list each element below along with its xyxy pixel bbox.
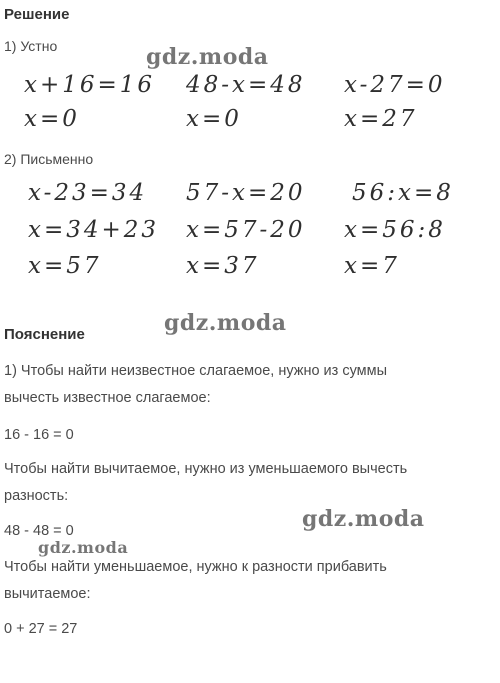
calc-3: 0 + 27 = 27 [4, 621, 78, 637]
written-equation-3: 56:x=8 [352, 180, 454, 206]
written-step-3: x=56:8 [344, 217, 446, 243]
written-equation-1: x-23=34 [28, 180, 148, 206]
rule-2-line-2: разность: [4, 488, 69, 504]
watermark: gdz.moda [38, 538, 129, 557]
written-label: 2) Письменно [4, 151, 94, 167]
watermark: gdz.moda [302, 506, 425, 532]
calc-1: 16 - 16 = 0 [4, 427, 74, 443]
watermark: gdz.moda [164, 310, 287, 336]
written-equation-2: 57-x=20 [186, 180, 306, 206]
rule-3-line-1: Чтобы найти уменьшаемое, нужно к разности прибавить [4, 559, 387, 575]
written-answer-1: x=57 [28, 253, 102, 279]
oral-equation-1: x+16=16 [24, 72, 156, 98]
written-answer-3: x=7 [344, 253, 400, 279]
oral-label: 1) Устно [4, 38, 58, 54]
rule-1-line-2: вычесть известное слагаемое: [4, 390, 211, 406]
oral-equation-3: x-27=0 [344, 72, 446, 98]
rule-3-line-2: вычитаемое: [4, 586, 91, 602]
oral-answer-2: x=0 [186, 106, 242, 132]
written-step-1: x=34+23 [28, 217, 160, 243]
calc-2: 48 - 48 = 0 [4, 523, 74, 539]
written-step-2: x=57-20 [186, 217, 306, 243]
oral-answer-3: x=27 [344, 106, 418, 132]
written-answer-2: x=37 [186, 253, 260, 279]
explanation-heading: Пояснение [4, 326, 85, 343]
solution-heading: Решение [4, 6, 70, 23]
rule-1-line-1: 1) Чтобы найти неизвестное слагаемое, нужно из суммы [4, 363, 388, 379]
rule-2-line-1: Чтобы найти вычитаемое, нужно из уменьшаемого вычесть [4, 461, 408, 477]
watermark: gdz.moda [146, 44, 269, 70]
oral-equation-2: 48-x=48 [186, 72, 306, 98]
oral-answer-1: x=0 [24, 106, 80, 132]
